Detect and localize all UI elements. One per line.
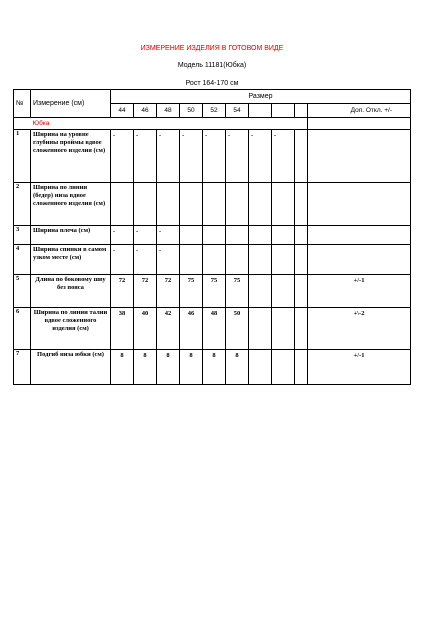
table-row: [14, 350, 411, 385]
size-header-empty: [272, 104, 295, 118]
size-value-cell: -: [272, 130, 295, 183]
size-value-cell: [249, 226, 272, 245]
size-value-cell: -: [134, 130, 157, 183]
measurement-label: Подгиб низа юбки (см): [31, 350, 111, 385]
size-value-cell: -: [111, 130, 134, 183]
spacer-cell: [295, 245, 308, 275]
size-header: 48: [157, 104, 180, 118]
size-value-cell: 72: [134, 275, 157, 308]
size-value-cell: [272, 183, 295, 226]
size-value-cell: -: [157, 130, 180, 183]
size-value-cell: 8: [226, 350, 249, 385]
measurement-label: Ширина по линии (бедер) низа вдвое сложенного изделия (см): [31, 183, 111, 226]
row-number: 2: [14, 183, 31, 226]
col-num-header: №: [14, 90, 31, 118]
size-header: 50: [180, 104, 203, 118]
measurement-label: Ширина спинки в самом узком месте (см): [31, 245, 111, 275]
size-value-cell: 75: [180, 275, 203, 308]
size-value-cell: 8: [134, 350, 157, 385]
row-number: 6: [14, 308, 31, 350]
spacer-cell: [295, 183, 308, 226]
model-label: Модель 11181(Юбка): [177, 62, 247, 69]
document-title: ИЗМЕРЕНИЕ ИЗДЕЛИЯ В ГОТОВОМ ВИДЕ: [140, 45, 284, 52]
col-measure-header: Измерение (см): [31, 90, 111, 118]
row-number: 1: [14, 130, 31, 183]
size-value-cell: [203, 183, 226, 226]
row-number: 5: [14, 275, 31, 308]
table-row: [14, 226, 411, 245]
size-value-cell: [249, 183, 272, 226]
size-value-cell: 8: [157, 350, 180, 385]
size-value-cell: [180, 245, 203, 275]
size-value-cell: 75: [203, 275, 226, 308]
size-value-cell: [272, 308, 295, 350]
spacer-cell: [295, 130, 308, 183]
table-row: [14, 183, 411, 226]
height-label: Рост 164-170 см: [185, 80, 239, 87]
section-spacer: [308, 118, 411, 130]
table-row: [14, 245, 411, 275]
size-value-cell: [249, 275, 272, 308]
row-number: 3: [14, 226, 31, 245]
size-value-cell: [226, 245, 249, 275]
tolerance-cell: +\-2: [308, 308, 411, 350]
measurement-label: Длина по боковому шву без пояса: [31, 275, 111, 308]
size-value-cell: 72: [157, 275, 180, 308]
measurement-table: [13, 89, 411, 385]
size-value-cell: -: [249, 130, 272, 183]
table-row: [14, 130, 411, 183]
table-row: [14, 308, 411, 350]
tolerance-cell: [308, 245, 411, 275]
size-value-cell: -: [180, 130, 203, 183]
size-value-cell: -: [203, 130, 226, 183]
size-value-cell: 72: [111, 275, 134, 308]
size-value-cell: [249, 308, 272, 350]
tolerance-cell: [308, 226, 411, 245]
size-value-cell: [226, 226, 249, 245]
section-label: Юбка: [31, 118, 308, 130]
size-value-cell: [249, 350, 272, 385]
row-number: 4: [14, 245, 31, 275]
spacer-cell: [295, 350, 308, 385]
section-spacer: [14, 118, 31, 130]
size-header: 54: [226, 104, 249, 118]
measurement-label: Ширина плеча (см): [31, 226, 111, 245]
col-tolerance-header: Доп. Откл. +/-: [308, 104, 411, 118]
size-value-cell: -: [134, 226, 157, 245]
col-size-header: Размер: [111, 90, 411, 104]
size-value-cell: -: [157, 226, 180, 245]
size-value-cell: [249, 245, 272, 275]
size-value-cell: [203, 245, 226, 275]
measurement-label: Ширина по линии талии вдвое сложенного изделия (см): [31, 308, 111, 350]
size-value-cell: [180, 226, 203, 245]
spacer-cell: [295, 308, 308, 350]
size-header: 44: [111, 104, 134, 118]
spacer-cell: [295, 275, 308, 308]
size-value-cell: [272, 275, 295, 308]
size-value-cell: -: [111, 226, 134, 245]
size-value-cell: [134, 183, 157, 226]
measurement-label: Ширина на уровне глубины проймы вдвое сложенного изделия (см): [31, 130, 111, 183]
spacer-cell: [295, 226, 308, 245]
size-value-cell: 50: [226, 308, 249, 350]
size-value-cell: 8: [180, 350, 203, 385]
size-header: 52: [203, 104, 226, 118]
size-header-empty: [295, 104, 308, 118]
size-value-cell: [272, 245, 295, 275]
size-header-empty: [249, 104, 272, 118]
size-value-cell: 40: [134, 308, 157, 350]
size-value-cell: [272, 226, 295, 245]
size-value-cell: -: [157, 245, 180, 275]
tolerance-cell: +/-1: [308, 275, 411, 308]
size-value-cell: -: [111, 245, 134, 275]
size-value-cell: 38: [111, 308, 134, 350]
size-value-cell: 46: [180, 308, 203, 350]
size-value-cell: [157, 183, 180, 226]
size-value-cell: [180, 183, 203, 226]
size-value-cell: [111, 183, 134, 226]
size-value-cell: 75: [226, 275, 249, 308]
size-value-cell: 8: [203, 350, 226, 385]
tolerance-cell: [308, 183, 411, 226]
table-row: [14, 275, 411, 308]
size-value-cell: [272, 350, 295, 385]
size-value-cell: 8: [111, 350, 134, 385]
row-number: 7: [14, 350, 31, 385]
size-value-cell: [226, 183, 249, 226]
size-value-cell: [203, 226, 226, 245]
size-value-cell: 48: [203, 308, 226, 350]
size-value-cell: -: [134, 245, 157, 275]
tolerance-cell: +/-1: [308, 350, 411, 385]
size-value-cell: 42: [157, 308, 180, 350]
size-header: 46: [134, 104, 157, 118]
tolerance-cell: [308, 130, 411, 183]
size-value-cell: -: [226, 130, 249, 183]
